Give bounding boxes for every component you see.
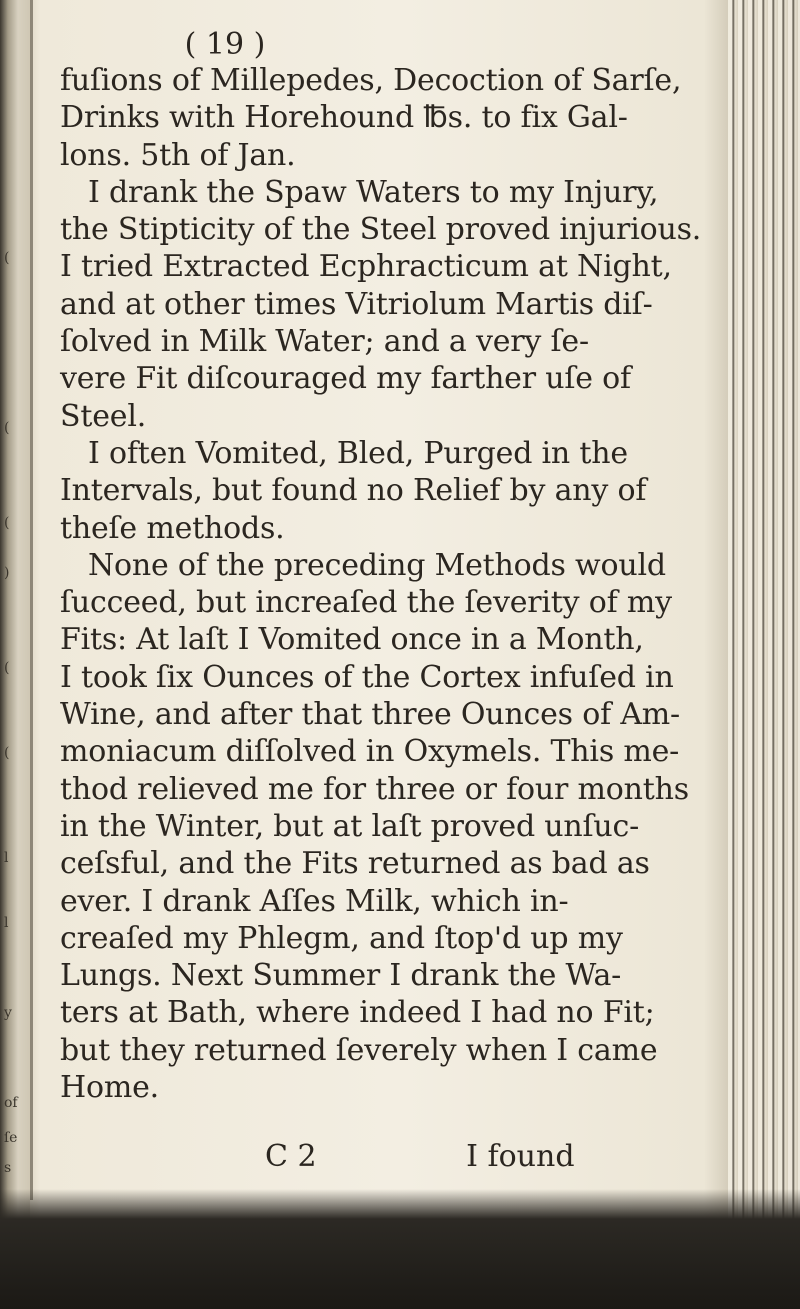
- margin-fragment: (: [4, 515, 10, 531]
- text-line: I often Vomited, Bled, Purged in the: [88, 435, 628, 471]
- previous-page-edge: [0, 0, 30, 1309]
- text-line: fuſions of Millepedes, Decoction of Sarſe,: [60, 63, 682, 98]
- text-line: ſucceed, but increaſed the ſeverity of my: [60, 585, 672, 621]
- text-line: Lungs. Next Summer I drank the Wa-: [60, 958, 622, 994]
- text-line: ceſsful, and the Fits returned as bad as: [60, 846, 650, 882]
- text-line: creaſed my Phlegm, and ſtop'd up my: [60, 920, 623, 956]
- page-gutter: [30, 0, 33, 1200]
- text-line: I tried Extracted Ecphracticum at Night,: [60, 249, 672, 285]
- text-line: None of the preceding Methods would: [88, 547, 666, 583]
- text-line: ſolved in Milk Water; and a very ſe-: [60, 324, 589, 360]
- text-line: but they returned ſeverely when I came: [60, 1032, 658, 1068]
- margin-fragment: of: [4, 1095, 18, 1111]
- margin-fragment: ): [4, 565, 10, 581]
- text-line: in the Winter, but at laſt proved unſuc-: [60, 808, 640, 844]
- margin-fragment: (: [4, 745, 10, 761]
- text-line: I took ſix Ounces of the Cortex infuſed in: [60, 659, 674, 695]
- text-line: Intervals, but found no Relief by any of: [60, 473, 647, 509]
- text-line: theſe methods.: [60, 510, 285, 546]
- margin-fragment: l: [4, 850, 9, 866]
- text-line: I drank the Spaw Waters to my Injury,: [88, 174, 659, 210]
- text-line: and at other times Vitriolum Martis diſ-: [60, 286, 653, 322]
- text-line: ever. I drank Aſſes Milk, which in-: [60, 883, 569, 919]
- text-line: the Stipticity of the Steel proved injurious.: [60, 212, 702, 248]
- margin-fragment: (: [4, 660, 10, 676]
- margin-fragment: s: [4, 1160, 12, 1176]
- scan-bottom-shadow: [0, 1189, 800, 1309]
- text-line: ters at Bath, where indeed I had no Fit;: [60, 995, 655, 1031]
- text-line: vere Fit diſcouraged my farther uſe of: [60, 361, 631, 397]
- catchword: I found: [466, 1139, 575, 1175]
- margin-fragment: y: [4, 1005, 12, 1021]
- text-line: thod relieved me for three or four months: [60, 771, 689, 807]
- margin-fragment: l: [4, 915, 9, 931]
- page-footer: [60, 1140, 700, 1174]
- margin-fragment: (: [4, 250, 10, 266]
- text-line: Fits: At laſt I Vomited once in a Month,: [60, 622, 644, 658]
- text-line: Home.: [60, 1070, 159, 1106]
- margin-fragment: ſe: [4, 1130, 18, 1146]
- page-text-block: [60, 28, 700, 1174]
- page-number: ( 19 ): [184, 27, 266, 62]
- text-line: Drinks with Horehound ℔s. to fix Gal-: [60, 100, 628, 136]
- text-line: Steel.: [60, 398, 147, 434]
- signature-mark: C 2: [265, 1139, 317, 1175]
- margin-fragment: (: [4, 420, 10, 436]
- page-edges-stack: [728, 0, 800, 1309]
- text-line: Wine, and after that three Ounces of Am-: [60, 697, 680, 733]
- text-line: lons. 5th of Jan.: [60, 137, 296, 173]
- text-line: moniacum diſſolved in Oxymels. This me-: [60, 734, 680, 770]
